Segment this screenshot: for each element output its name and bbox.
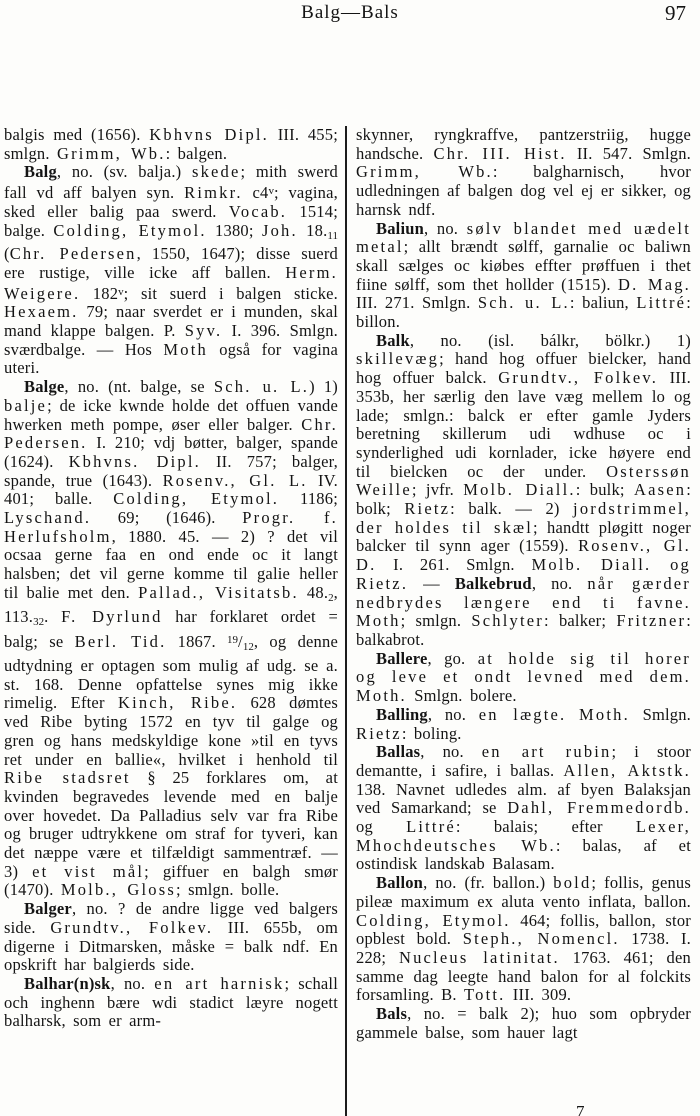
body-text: , 1550, 1647); disse suerd ere rustige, ville icke aff ballen. <box>4 244 338 282</box>
emphasized-text: Colding, Etymol. <box>356 910 511 930</box>
headword: Balg <box>24 162 57 182</box>
body-text: ; smlgn. bolle. <box>175 880 280 900</box>
entry-paragraph <box>356 706 691 743</box>
subscript-number: 2 <box>328 591 334 604</box>
emphasized-text: Chr. Pedersen <box>9 244 137 264</box>
headword: Ballere <box>376 648 428 668</box>
body-text: IV. 401; balle. <box>4 470 338 509</box>
page-number: 97 <box>665 1 686 25</box>
emphasized-text: Nucleus latinitat. <box>398 947 560 967</box>
emphasized-text: en lægte. <box>478 704 567 724</box>
emphasized-text: en art harnisk <box>154 973 285 993</box>
body-text: ; follis, genus pileæ maximum ex aluta vento inflata, ballon. <box>356 873 691 911</box>
superscript-number: 19 <box>227 634 239 647</box>
running-title: Balg—Bals <box>301 2 399 23</box>
body-text: : balk. — 2) <box>450 499 574 519</box>
subscript-number: 32 <box>33 615 45 628</box>
emphasized-text: Sch. u. L. <box>213 377 310 397</box>
headword: Balkebrud <box>454 573 532 593</box>
body-text: III. 353b, her særlig den lave væg mellem lo og lade; smlgn.: balck er efter gamle Jyders beretning skillerum udi wdhuse oc i synderlighed udi kornlader, icke høyere end til bielcken oc der under. <box>356 368 692 481</box>
emphasized-text: Molb., Gloss <box>60 880 176 900</box>
headword: Baliun <box>376 218 424 238</box>
body-text: 628 dømtes ved Ribe byting 1572 en tyv til galge og gren og hans medskyldige kone »til en tyvs ret under en ballie«, hvilket i henhold til <box>4 693 338 769</box>
body-text: : balker; <box>543 611 617 631</box>
body-text: , go. <box>427 648 478 668</box>
body-text: , no. = balk 2); huo som opbryder gammele balse, som hauer lagt <box>356 1004 691 1042</box>
entry-paragraph <box>4 975 338 1031</box>
body-text: , no. <box>110 973 155 993</box>
emphasized-text: Progr. f. Herlufsholm <box>4 508 338 546</box>
emphasized-text: en art rubin <box>481 742 612 762</box>
body-text: : balas, af et ostindisk landskab Balasam. <box>356 835 691 874</box>
superscript-number: v <box>268 185 274 198</box>
emphasized-text: Schlyter <box>471 611 544 631</box>
emphasized-text: Osterssøn Weille <box>356 461 691 500</box>
body-text: ; handtt pløgitt noger balcker til synn ager (1559). <box>356 517 691 556</box>
emphasized-text: Rietz <box>404 499 451 519</box>
body-text <box>566 705 579 724</box>
emphasized-text: Lyschand. <box>4 508 92 528</box>
emphasized-text: at holde sig til horer og leve et ondt levned med dem. <box>356 648 691 687</box>
body-text: , no. ? de andre ligge ved balgers side. <box>4 899 338 937</box>
emphasized-text: Vocab. <box>228 201 288 221</box>
emphasized-text: Grundtv., Folkev. <box>498 368 659 388</box>
emphasized-text: bold <box>553 873 592 893</box>
emphasized-text: Rietz <box>356 723 402 743</box>
body-text: II. 547. Smlgn. <box>566 143 691 163</box>
headword: Ballas <box>376 742 421 762</box>
emphasized-text: Colding, Etymol. <box>113 489 280 509</box>
emphasized-text: Grimm, Wb. <box>57 143 166 163</box>
body-text: : balkabrot. <box>356 611 691 649</box>
entry-paragraph <box>356 874 691 1005</box>
entry-paragraph <box>4 163 338 378</box>
emphasized-text: Joh. <box>261 220 298 240</box>
body-text: ; hand hog offuer bielcker, hand hog offuer balck. <box>356 349 691 388</box>
body-text: skynner, ryngkraffve, pantzerstriig, hugge handsche. <box>356 126 691 163</box>
entry-paragraph <box>356 650 691 706</box>
emphasized-text: Kinch, Ribe. <box>117 693 238 713</box>
body-text: : boling. <box>401 723 462 743</box>
emphasized-text: skede <box>191 162 241 182</box>
emphasized-text: Allen, Aktstk. <box>563 760 691 780</box>
emphasized-text: Rosenv., Gl. L. <box>162 470 308 490</box>
body-text: ; schall och inghenn bære wdi stadict læyre nogett balharsk, som er arm- <box>4 973 338 1031</box>
body-text: III. 271. Smlgn. <box>356 293 478 313</box>
body-text: , no. (sv. balja.) <box>56 162 192 182</box>
headword: Balk <box>376 330 410 350</box>
headword: Ballon <box>376 873 424 893</box>
entry-paragraph <box>356 220 691 332</box>
emphasized-text: D. Mag. <box>618 274 691 294</box>
emphasized-text: balje <box>4 395 48 415</box>
emphasized-text: Moth. <box>356 686 407 706</box>
body-text: 48. <box>298 582 329 602</box>
entry-paragraph <box>4 378 338 900</box>
emphasized-text: Ribe stadsret <box>4 768 131 788</box>
body-text: ; smlgn. <box>400 611 472 631</box>
body-text: : balgharnisch, hvor udledningen af balgen dog vel ej er sikker, og harnsk ndf. <box>356 162 691 219</box>
body-text: 138. Navnet udledes alm. af byen Balaksjan ved Samarkand; se <box>356 779 691 818</box>
body-text: , no. <box>531 573 588 593</box>
body-text: , no. (fr. ballon.) <box>423 873 554 893</box>
body-text: I. 261. Smlgn. <box>376 555 532 575</box>
body-text: ; vagina, sked eller balig paa swerd. <box>4 183 338 221</box>
emphasized-text: Kbhvns. Dipl. <box>68 451 201 471</box>
emphasized-text: Grimm, Wb. <box>356 162 493 182</box>
emphasized-text: Molb. Diall. og Rietz. <box>356 555 691 593</box>
emphasized-text: Moth <box>163 339 208 359</box>
body-text: 1380; <box>206 220 262 240</box>
body-text: også for vagina uteri. <box>4 339 339 378</box>
body-text: II. 757; balger, spande, true (1643). <box>4 451 338 490</box>
left-column <box>4 126 345 1116</box>
body-text: 1867. <box>166 632 228 652</box>
body-text: I. 210; vdj bøtter, balger, spande (1624). <box>4 433 338 471</box>
emphasized-text: skillevæg <box>356 349 440 369</box>
entry-paragraph <box>356 1005 691 1042</box>
emphasized-text: Molb. Diall. <box>463 480 576 500</box>
signature-mark: 7 <box>576 1102 585 1116</box>
body-text: : bulk; <box>575 480 634 500</box>
body-text: . <box>44 606 62 626</box>
body-text: og <box>356 817 407 837</box>
emphasized-text: Rimkr. <box>184 183 243 203</box>
body-text: 1186; <box>279 489 338 509</box>
body-text: I. 396. Smlgn. sværdbalge. — Hos <box>4 321 338 359</box>
emphasized-text: F. Dyrlund <box>61 606 163 626</box>
headword: Balling <box>376 704 428 724</box>
emphasized-text: Herm. Weigere. <box>4 262 338 303</box>
emphasized-text: et vist mål <box>32 861 145 881</box>
emphasized-text: Moth <box>356 611 401 631</box>
body-text: , no. (isl. bálkr, bölkr.) 1) <box>409 330 691 350</box>
emphasized-text: Colding, Etymol. <box>53 220 207 240</box>
superscript-number: v <box>118 285 124 298</box>
body-text: 182 <box>80 283 119 303</box>
body-text: Smlgn. bolere. <box>406 686 517 706</box>
emphasized-text: Littré <box>406 817 456 837</box>
body-text: : baliun, <box>569 293 637 313</box>
body-text: , no. (nt. balge, se <box>64 377 214 397</box>
body-text: , 113. <box>4 582 338 626</box>
body-text: / <box>238 632 243 652</box>
emphasized-text: Aasen <box>633 480 687 500</box>
body-text: 79; naar sverdet er i munden, skal mand klappe balgen. P. <box>4 302 338 341</box>
emphasized-text: Chr. Pedersen. <box>4 414 338 453</box>
headword: Balhar(n)sk <box>24 973 111 993</box>
entry-paragraph <box>356 332 691 650</box>
body-text: — <box>408 573 455 593</box>
page-body <box>0 126 700 1116</box>
emphasized-text: Tott. <box>464 985 506 1005</box>
body-text: ; giffuer en balgh smør (1470). <box>4 861 338 900</box>
headword: Balge <box>24 377 65 397</box>
emphasized-text: jordstrimmel, der holdes til skæl <box>356 499 691 537</box>
body-text: 1514; balge. <box>4 201 338 240</box>
emphasized-text: Chr. III. Hist. <box>433 143 567 163</box>
body-text: : bolk; <box>356 480 691 519</box>
headword: Bals <box>376 1004 408 1024</box>
body-text: , og denne udtydning er optagen som mulig af udg. se a. st. 168. Denne opfattelse synes mig ikke rimelig. Efter <box>4 632 338 713</box>
body-text: 18. <box>297 220 328 240</box>
emphasized-text: Sch. u. L. <box>477 293 570 313</box>
entry-paragraph <box>356 743 691 874</box>
emphasized-text: Pallad., Visitatsb. <box>138 582 299 602</box>
body-text: § 25 forklares om, at kvinden begravedes levende med en balje over hovedet. Da Palladius selv var fra Ribe og bruger udtrykkene om straf for tyveri, kan det næppe være et tilfældigt sammentræf. — 3) <box>4 768 338 881</box>
entry-paragraph <box>356 126 691 220</box>
emphasized-text: Moth. <box>579 704 630 724</box>
emphasized-text: Hexaem. <box>4 302 79 322</box>
entry-paragraph <box>4 126 338 163</box>
emphasized-text: Berl. Tid. <box>74 632 167 652</box>
emphasized-text: Grundtv., Folkev. <box>50 917 214 937</box>
body-text: , no. <box>420 742 482 762</box>
body-text: ; i stoor demantte, i safire, i ballas. <box>356 742 692 780</box>
body-text: ; sit suerd i balgen sticke. <box>123 283 338 303</box>
body-text: 69; (1646). <box>91 508 243 528</box>
body-text: 1738. I. 228; <box>356 929 691 967</box>
emphasized-text: Rosenv., Gl. D. <box>356 536 691 575</box>
emphasized-text: sølv blandet med uædelt metal <box>356 218 692 257</box>
emphasized-text: Lexer, Mhochdeutsches Wb. <box>356 817 691 855</box>
emphasized-text: Dahl, Fremmedordb. <box>507 798 691 818</box>
body-text: balgis med (1656). <box>4 126 150 144</box>
emphasized-text: Littré <box>636 293 687 313</box>
body-text: III. 655b, om digerne i Ditmarsken, måske = balk ndf. En opskrift har balgierds side. <box>4 917 339 975</box>
body-text: c4 <box>242 183 269 203</box>
headword: Balger <box>24 899 72 919</box>
emphasized-text: når gærder nedbrydes længere end ti favne. <box>356 573 691 612</box>
subscript-number: 11 <box>327 229 338 242</box>
body-text: Smlgn. <box>629 704 692 724</box>
body-text: 1763. 461; den samme dag leegte hand balon for al folckits forsamling. B. <box>356 947 691 1005</box>
page-header <box>0 0 700 32</box>
subscript-number: 12 <box>242 641 254 654</box>
body-text: : balais; efter <box>455 817 636 837</box>
body-text: : balgen. <box>165 143 228 163</box>
emphasized-text: Kbhvns Dipl. <box>149 126 270 144</box>
body-text: , no. <box>427 704 479 724</box>
emphasized-text: Steph., Nomencl. <box>462 929 620 949</box>
emphasized-text: Fritzner <box>616 611 687 631</box>
body-text: , 1880. 45. — 2) ? det vil ocsaa gerne faa en ond ende oc it langt halsben; det vil gerne komme til galie heller til balie met den. <box>4 526 338 602</box>
body-text: ; de icke kwnde holde det offuen vande hwerken meth pompe, øser eller balger. <box>4 395 338 434</box>
body-text: III. 455; smlgn. <box>4 126 338 163</box>
body-text: ( <box>4 244 10 264</box>
body-text: III. 309. <box>505 985 572 1005</box>
body-text: 464; follis, ballon, stor opblest bold. <box>356 910 691 949</box>
body-text: ; allt brændt sølff, garnalie oc baliwn skall sælges oc kiøbes effter prøffuen i thet fiine sølff, som thet hollder (1515). <box>356 237 691 294</box>
body-text: har forklaret ordet = balg; se <box>4 606 338 652</box>
body-text: ; jvfr. <box>411 480 464 500</box>
body-text: : billon. <box>356 293 692 332</box>
emphasized-text: Syv. <box>184 321 223 341</box>
body-text: , no. <box>423 218 467 238</box>
entry-paragraph <box>4 900 338 975</box>
right-column <box>347 126 691 1116</box>
body-text: ) 1) <box>309 377 338 397</box>
body-text: ; mith swerd fall vd aff balyen syn. <box>4 162 338 203</box>
